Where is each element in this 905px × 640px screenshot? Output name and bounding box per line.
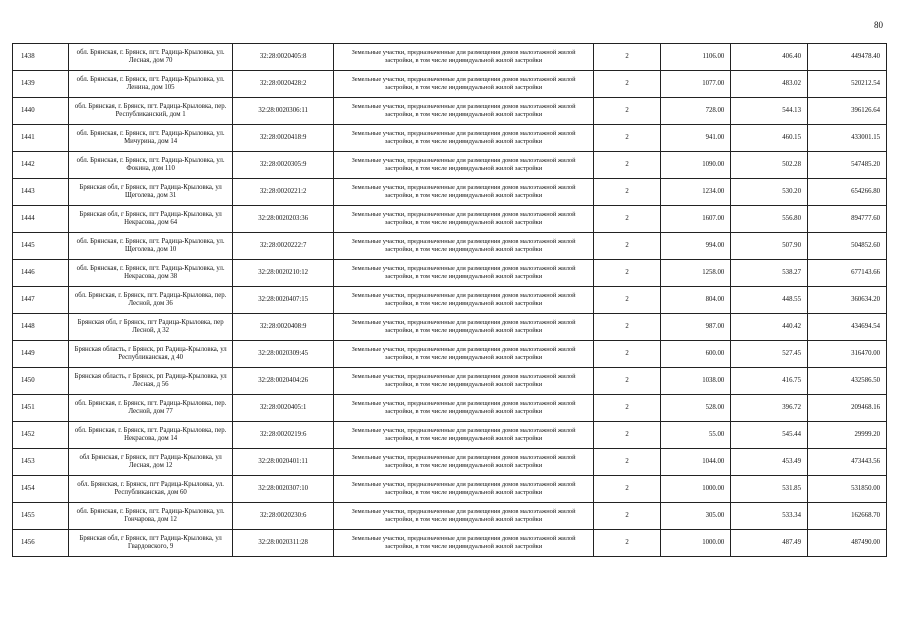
cadastral-number-cell: 32:28:0020305:9 bbox=[232, 152, 333, 179]
table-row bbox=[13, 152, 887, 179]
table-row bbox=[13, 206, 887, 233]
area-cell: 600.00 bbox=[661, 341, 731, 368]
row-number-cell: 1449 bbox=[13, 341, 69, 368]
table-row bbox=[13, 422, 887, 449]
area-cell: 1077.00 bbox=[661, 71, 731, 98]
category-cell: 2 bbox=[593, 341, 661, 368]
category-cell: 2 bbox=[593, 530, 661, 557]
cadastral-number-cell: 32:28:0020418:9 bbox=[232, 125, 333, 152]
cadastral-cost-cell: 677143.66 bbox=[807, 260, 886, 287]
category-cell: 2 bbox=[593, 449, 661, 476]
unit-price-cell: 556.80 bbox=[731, 206, 808, 233]
permitted-use-cell: Земельные участки, предназначенные для размещения домов малоэтажной жилой застройки, в том числе индивидуальной жилой застройки bbox=[334, 179, 593, 206]
address-cell: обл. Брянская, г. Брянск, пгт. Радица-Крыловка, ул. Гончарова, дом 12 bbox=[69, 503, 233, 530]
row-number-cell: 1442 bbox=[13, 152, 69, 179]
unit-price-cell: 440.42 bbox=[731, 314, 808, 341]
unit-price-cell: 396.72 bbox=[731, 395, 808, 422]
table-row bbox=[13, 368, 887, 395]
row-number-cell: 1451 bbox=[13, 395, 69, 422]
area-cell: 1044.00 bbox=[661, 449, 731, 476]
unit-price-cell: 453.49 bbox=[731, 449, 808, 476]
permitted-use-cell: Земельные участки, предназначенные для размещения домов малоэтажной жилой застройки, в том числе индивидуальной жилой застройки bbox=[334, 368, 593, 395]
cadastral-number-cell: 32:28:0020203:36 bbox=[232, 206, 333, 233]
cadastral-number-cell: 32:28:0020311:28 bbox=[232, 530, 333, 557]
row-number-cell: 1450 bbox=[13, 368, 69, 395]
row-number-cell: 1444 bbox=[13, 206, 69, 233]
address-cell: обл. Брянская, г. Брянск, пгт. Радица-Крыловка, ул. Фокина, дом 110 bbox=[69, 152, 233, 179]
address-cell: обл. Брянская, г. Брянск, пгт. Радица-Крыловка, ул. Некрасова, дом 38 bbox=[69, 260, 233, 287]
table-body bbox=[13, 44, 887, 557]
address-cell: Брянская обл, г Брянск, пгт Радица-Крыловка, ул Гвардовского, 9 bbox=[69, 530, 233, 557]
row-number-cell: 1439 bbox=[13, 71, 69, 98]
category-cell: 2 bbox=[593, 314, 661, 341]
address-cell: обл. Брянская, г. Брянск, пгт. Радица-Крыловка, ул. Лесная, дом 70 bbox=[69, 44, 233, 71]
cadastral-cost-cell: 487490.00 bbox=[807, 530, 886, 557]
table-row bbox=[13, 503, 887, 530]
cadastral-cost-cell: 434694.54 bbox=[807, 314, 886, 341]
unit-price-cell: 538.27 bbox=[731, 260, 808, 287]
permitted-use-cell: Земельные участки, предназначенные для размещения домов малоэтажной жилой застройки, в том числе индивидуальной жилой застройки bbox=[334, 422, 593, 449]
table-row bbox=[13, 341, 887, 368]
area-cell: 994.00 bbox=[661, 233, 731, 260]
unit-price-cell: 460.15 bbox=[731, 125, 808, 152]
category-cell: 2 bbox=[593, 503, 661, 530]
page-number: 80 bbox=[874, 20, 883, 30]
table-row bbox=[13, 395, 887, 422]
area-cell: 1106.00 bbox=[661, 44, 731, 71]
cadastral-cost-cell: 396126.64 bbox=[807, 98, 886, 125]
row-number-cell: 1443 bbox=[13, 179, 69, 206]
row-number-cell: 1438 bbox=[13, 44, 69, 71]
address-cell: обл. Брянская, г. Брянск, пгт. Радица-Крыловка, пер. Республиканский, дом 1 bbox=[69, 98, 233, 125]
row-number-cell: 1446 bbox=[13, 260, 69, 287]
address-cell: обл. Брянская, г. Брянск, пгт. Радица-Крыловка, пер. Некрасова, дом 14 bbox=[69, 422, 233, 449]
category-cell: 2 bbox=[593, 98, 661, 125]
cadastral-cost-cell: 433001.15 bbox=[807, 125, 886, 152]
cadastral-cost-cell: 162668.70 bbox=[807, 503, 886, 530]
permitted-use-cell: Земельные участки, предназначенные для размещения домов малоэтажной жилой застройки, в том числе индивидуальной жилой застройки bbox=[334, 476, 593, 503]
cadastral-cost-cell: 520212.54 bbox=[807, 71, 886, 98]
area-cell: 987.00 bbox=[661, 314, 731, 341]
table-row bbox=[13, 476, 887, 503]
category-cell: 2 bbox=[593, 368, 661, 395]
category-cell: 2 bbox=[593, 260, 661, 287]
cadastral-number-cell: 32:28:0020405:8 bbox=[232, 44, 333, 71]
row-number-cell: 1441 bbox=[13, 125, 69, 152]
permitted-use-cell: Земельные участки, предназначенные для размещения домов малоэтажной жилой застройки, в том числе индивидуальной жилой застройки bbox=[334, 530, 593, 557]
unit-price-cell: 406.40 bbox=[731, 44, 808, 71]
table-row bbox=[13, 44, 887, 71]
unit-price-cell: 483.02 bbox=[731, 71, 808, 98]
unit-price-cell: 530.20 bbox=[731, 179, 808, 206]
category-cell: 2 bbox=[593, 476, 661, 503]
cadastral-cost-cell: 432586.50 bbox=[807, 368, 886, 395]
row-number-cell: 1454 bbox=[13, 476, 69, 503]
cadastral-cost-cell: 29999.20 bbox=[807, 422, 886, 449]
table-row bbox=[13, 530, 887, 557]
unit-price-cell: 531.85 bbox=[731, 476, 808, 503]
table-row bbox=[13, 314, 887, 341]
permitted-use-cell: Земельные участки, предназначенные для размещения домов малоэтажной жилой застройки, в том числе индивидуальной жилой застройки bbox=[334, 503, 593, 530]
address-cell: Брянская область, г Брянск, рп Радица-Крыловка, ул Республиканская, д 40 bbox=[69, 341, 233, 368]
address-cell: обл. Брянская, г. Брянск, пгт. Радица-Крыловка, пер. Лесной, дом 77 bbox=[69, 395, 233, 422]
cadastral-cost-cell: 654266.80 bbox=[807, 179, 886, 206]
cadastral-number-cell: 32:28:0020230:6 bbox=[232, 503, 333, 530]
area-cell: 1000.00 bbox=[661, 476, 731, 503]
cadastral-number-cell: 32:28:0020309:45 bbox=[232, 341, 333, 368]
address-cell: обл. Брянская, г. Брянск, пгт. Радица-Крыловка, ул. Щеголева, дом 10 bbox=[69, 233, 233, 260]
address-cell: Брянская обл, г Брянск, пгт Радица-Крыловка, пер Лесной, д 32 bbox=[69, 314, 233, 341]
address-cell: обл. Брянская, г. Брянск, пгт. Радица-Крыловка, ул. Ленина, дом 105 bbox=[69, 71, 233, 98]
row-number-cell: 1447 bbox=[13, 287, 69, 314]
area-cell: 1090.00 bbox=[661, 152, 731, 179]
unit-price-cell: 544.13 bbox=[731, 98, 808, 125]
cadastral-number-cell: 32:28:0020401:11 bbox=[232, 449, 333, 476]
address-cell: обл. Брянская, г. Брянск, пгт Радица-Крыловка, ул. Республиканская, дом 60 bbox=[69, 476, 233, 503]
category-cell: 2 bbox=[593, 422, 661, 449]
unit-price-cell: 416.75 bbox=[731, 368, 808, 395]
cadastral-number-cell: 32:28:0020408:9 bbox=[232, 314, 333, 341]
row-number-cell: 1452 bbox=[13, 422, 69, 449]
table-row bbox=[13, 125, 887, 152]
area-cell: 941.00 bbox=[661, 125, 731, 152]
category-cell: 2 bbox=[593, 71, 661, 98]
area-cell: 528.00 bbox=[661, 395, 731, 422]
cadastral-cost-cell: 449478.40 bbox=[807, 44, 886, 71]
table-row bbox=[13, 179, 887, 206]
unit-price-cell: 527.45 bbox=[731, 341, 808, 368]
permitted-use-cell: Земельные участки, предназначенные для размещения домов малоэтажной жилой застройки, в том числе индивидуальной жилой застройки bbox=[334, 44, 593, 71]
unit-price-cell: 502.28 bbox=[731, 152, 808, 179]
cadastral-number-cell: 32:28:0020404:26 bbox=[232, 368, 333, 395]
area-cell: 1234.00 bbox=[661, 179, 731, 206]
cadastral-number-cell: 32:28:0020307:10 bbox=[232, 476, 333, 503]
address-cell: Брянская область, г Брянск, рп Радица-Крыловка, ул Лесная, д 56 bbox=[69, 368, 233, 395]
address-cell: Брянская обл, г Брянск, пгт Радица-Крыловка, ул Некрасова, дом 64 bbox=[69, 206, 233, 233]
cadastral-number-cell: 32:28:0020407:15 bbox=[232, 287, 333, 314]
category-cell: 2 bbox=[593, 233, 661, 260]
cadastral-cost-cell: 209468.16 bbox=[807, 395, 886, 422]
table-row bbox=[13, 98, 887, 125]
area-cell: 1607.00 bbox=[661, 206, 731, 233]
unit-price-cell: 487.49 bbox=[731, 530, 808, 557]
category-cell: 2 bbox=[593, 179, 661, 206]
table-row bbox=[13, 233, 887, 260]
permitted-use-cell: Земельные участки, предназначенные для размещения домов малоэтажной жилой застройки, в том числе индивидуальной жилой застройки bbox=[334, 260, 593, 287]
permitted-use-cell: Земельные участки, предназначенные для размещения домов малоэтажной жилой застройки, в том числе индивидуальной жилой застройки bbox=[334, 98, 593, 125]
permitted-use-cell: Земельные участки, предназначенные для размещения домов малоэтажной жилой застройки, в том числе индивидуальной жилой застройки bbox=[334, 314, 593, 341]
permitted-use-cell: Земельные участки, предназначенные для размещения домов малоэтажной жилой застройки, в том числе индивидуальной жилой застройки bbox=[334, 341, 593, 368]
permitted-use-cell: Земельные участки, предназначенные для размещения домов малоэтажной жилой застройки, в том числе индивидуальной жилой застройки bbox=[334, 449, 593, 476]
area-cell: 1000.00 bbox=[661, 530, 731, 557]
unit-price-cell: 507.90 bbox=[731, 233, 808, 260]
cadastral-cost-cell: 531850.00 bbox=[807, 476, 886, 503]
land-plots-table bbox=[12, 43, 887, 557]
category-cell: 2 bbox=[593, 395, 661, 422]
permitted-use-cell: Земельные участки, предназначенные для размещения домов малоэтажной жилой застройки, в том числе индивидуальной жилой застройки bbox=[334, 287, 593, 314]
category-cell: 2 bbox=[593, 152, 661, 179]
area-cell: 1258.00 bbox=[661, 260, 731, 287]
table-row bbox=[13, 449, 887, 476]
cadastral-cost-cell: 473443.56 bbox=[807, 449, 886, 476]
cadastral-cost-cell: 504852.60 bbox=[807, 233, 886, 260]
row-number-cell: 1455 bbox=[13, 503, 69, 530]
permitted-use-cell: Земельные участки, предназначенные для размещения домов малоэтажной жилой застройки, в том числе индивидуальной жилой застройки bbox=[334, 206, 593, 233]
table-row bbox=[13, 260, 887, 287]
row-number-cell: 1445 bbox=[13, 233, 69, 260]
permitted-use-cell: Земельные участки, предназначенные для размещения домов малоэтажной жилой застройки, в том числе индивидуальной жилой застройки bbox=[334, 71, 593, 98]
row-number-cell: 1448 bbox=[13, 314, 69, 341]
address-cell: обл. Брянская, г. Брянск, пгт. Радица-Крыловка, ул. Мичурина, дом 14 bbox=[69, 125, 233, 152]
table-row bbox=[13, 287, 887, 314]
cadastral-number-cell: 32:28:0020405:1 bbox=[232, 395, 333, 422]
unit-price-cell: 448.55 bbox=[731, 287, 808, 314]
unit-price-cell: 545.44 bbox=[731, 422, 808, 449]
cadastral-number-cell: 32:28:0020306:11 bbox=[232, 98, 333, 125]
area-cell: 804.00 bbox=[661, 287, 731, 314]
area-cell: 1038.00 bbox=[661, 368, 731, 395]
area-cell: 55.00 bbox=[661, 422, 731, 449]
row-number-cell: 1456 bbox=[13, 530, 69, 557]
permitted-use-cell: Земельные участки, предназначенные для размещения домов малоэтажной жилой застройки, в том числе индивидуальной жилой застройки bbox=[334, 152, 593, 179]
cadastral-number-cell: 32:28:0020222:7 bbox=[232, 233, 333, 260]
category-cell: 2 bbox=[593, 44, 661, 71]
unit-price-cell: 533.34 bbox=[731, 503, 808, 530]
table-row bbox=[13, 71, 887, 98]
cadastral-cost-cell: 547485.20 bbox=[807, 152, 886, 179]
cadastral-number-cell: 32:28:0020219:6 bbox=[232, 422, 333, 449]
permitted-use-cell: Земельные участки, предназначенные для размещения домов малоэтажной жилой застройки, в том числе индивидуальной жилой застройки bbox=[334, 125, 593, 152]
row-number-cell: 1440 bbox=[13, 98, 69, 125]
cadastral-number-cell: 32:28:0020210:12 bbox=[232, 260, 333, 287]
address-cell: Брянская обл, г Брянск, пгт Радица-Крыловка, ул Щеголева, дом 31 bbox=[69, 179, 233, 206]
cadastral-cost-cell: 894777.60 bbox=[807, 206, 886, 233]
category-cell: 2 bbox=[593, 125, 661, 152]
permitted-use-cell: Земельные участки, предназначенные для размещения домов малоэтажной жилой застройки, в том числе индивидуальной жилой застройки bbox=[334, 395, 593, 422]
area-cell: 728.00 bbox=[661, 98, 731, 125]
cadastral-number-cell: 32:28:0020428:2 bbox=[232, 71, 333, 98]
cadastral-number-cell: 32:28:0020221:2 bbox=[232, 179, 333, 206]
address-cell: обл Брянская, г Брянск, пгт Радица-Крыловка, ул Лесная, дом 12 bbox=[69, 449, 233, 476]
permitted-use-cell: Земельные участки, предназначенные для размещения домов малоэтажной жилой застройки, в том числе индивидуальной жилой застройки bbox=[334, 233, 593, 260]
address-cell: обл. Брянская, г. Брянск, пгт. Радица-Крыловка, пер. Лесной, дом 36 bbox=[69, 287, 233, 314]
category-cell: 2 bbox=[593, 206, 661, 233]
cadastral-cost-cell: 360634.20 bbox=[807, 287, 886, 314]
cadastral-cost-cell: 316470.00 bbox=[807, 341, 886, 368]
area-cell: 305.00 bbox=[661, 503, 731, 530]
row-number-cell: 1453 bbox=[13, 449, 69, 476]
category-cell: 2 bbox=[593, 287, 661, 314]
